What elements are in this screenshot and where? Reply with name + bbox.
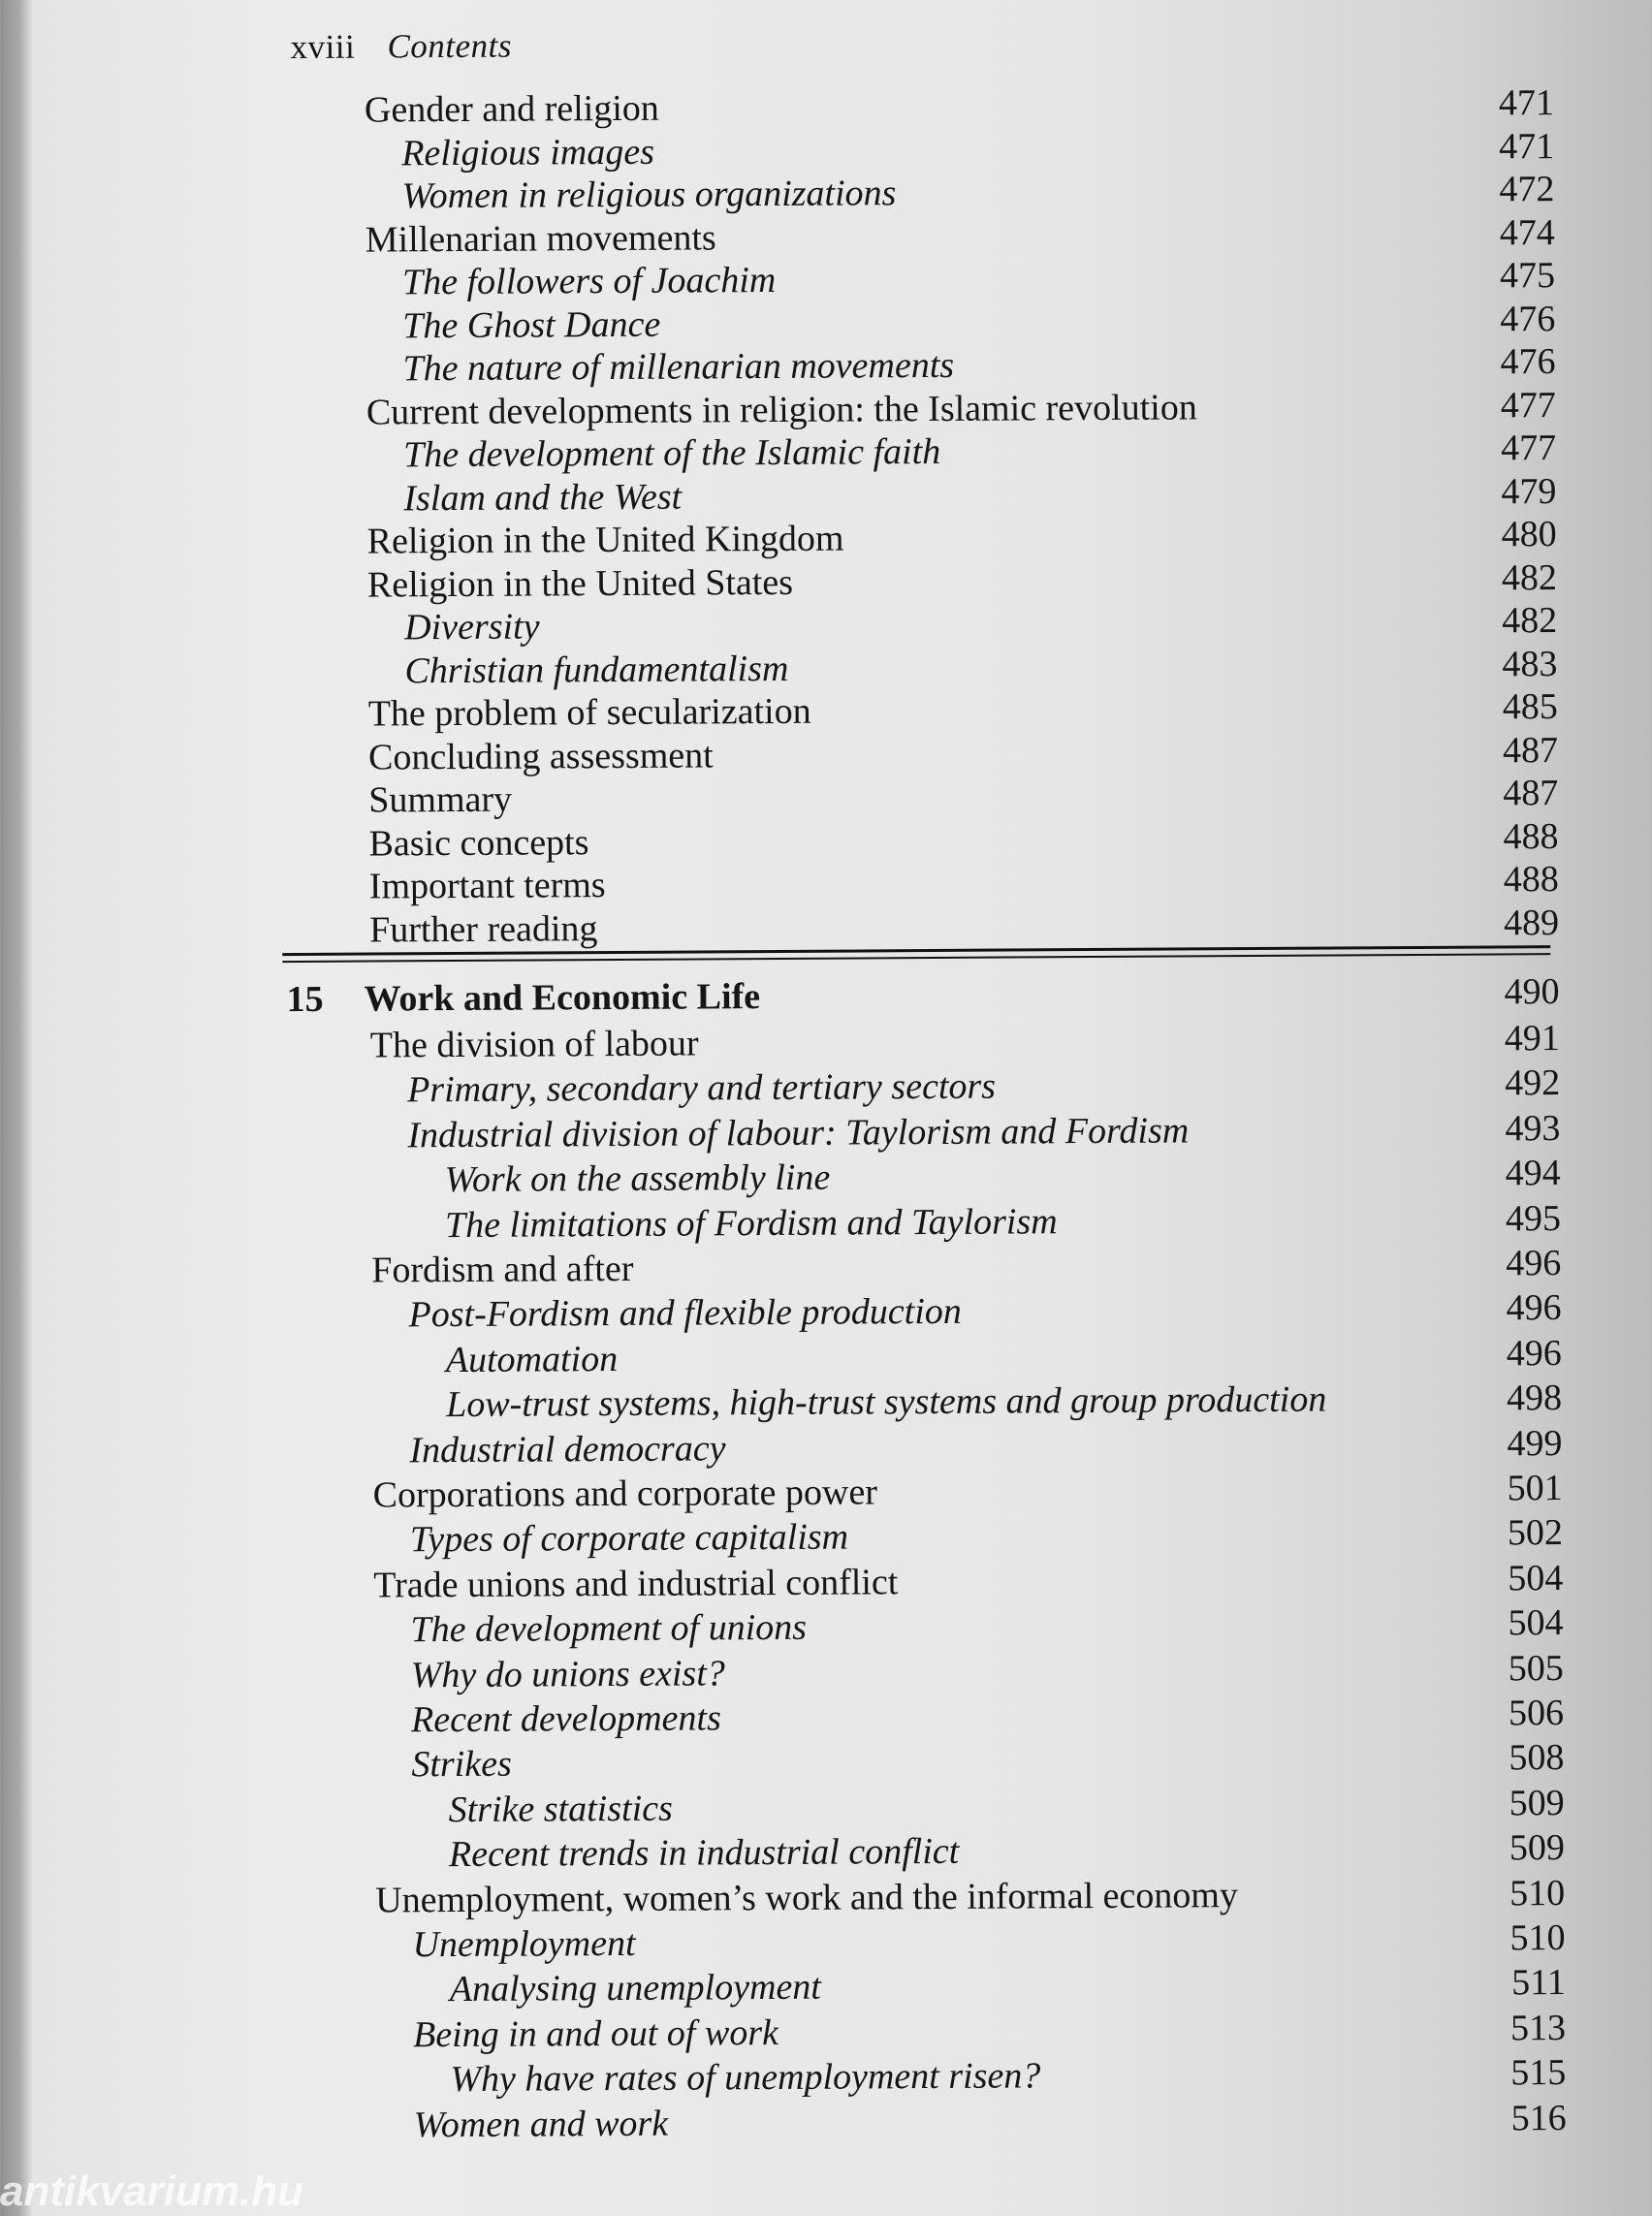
running-header bbox=[290, 27, 512, 67]
toc-entry-page: 502 bbox=[1507, 1512, 1564, 1554]
chapter-title: Work and Economic Life bbox=[364, 976, 761, 1020]
toc-entry-page: 509 bbox=[1509, 1827, 1566, 1869]
toc-entry-page: 511 bbox=[1511, 1962, 1566, 2004]
toc-entry-page: 516 bbox=[1510, 2097, 1567, 2138]
toc-entry-title: Recent developments bbox=[410, 1697, 721, 1741]
toc-entry-title: Further reading bbox=[369, 907, 598, 951]
header-page-number: xviii bbox=[290, 27, 356, 67]
toc-entry-title: Why do unions exist? bbox=[410, 1652, 725, 1695]
toc-entry-page: 498 bbox=[1506, 1377, 1563, 1419]
toc-entry-title: Trade unions and industrial conflict bbox=[373, 1562, 899, 1606]
toc-entry-page: 474 bbox=[1499, 211, 1555, 253]
toc-entry-title: Strike statistics bbox=[448, 1788, 673, 1830]
toc-entry-title: Types of corporate capitalism bbox=[409, 1516, 849, 1561]
toc-entry-title: Work on the assembly line bbox=[444, 1156, 831, 1201]
toc-entry-page: 491 bbox=[1504, 1018, 1560, 1060]
chapter-heading bbox=[0, 968, 1652, 1023]
toc-entry-page: 506 bbox=[1508, 1693, 1565, 1734]
toc-entry-title: Women in religious organizations bbox=[401, 173, 897, 217]
toc-entry-title: Being in and out of work bbox=[412, 2011, 779, 2056]
toc-entry-title: The followers of Joachim bbox=[401, 259, 777, 303]
toc-entry-title: Industrial democracy bbox=[409, 1427, 726, 1471]
toc-entry-title: Fordism and after bbox=[371, 1248, 634, 1291]
toc-entry-page: 501 bbox=[1507, 1468, 1563, 1509]
toc-entry-title: Recent trends in industrial conflict bbox=[448, 1831, 960, 1876]
toc-entry-title: Analysing unemployment bbox=[449, 1967, 822, 2010]
toc-entry-page: 485 bbox=[1502, 686, 1558, 728]
toc-entry-page: 495 bbox=[1505, 1197, 1562, 1239]
toc-entry-page: 496 bbox=[1506, 1287, 1562, 1329]
toc-entry-title: Islam and the West bbox=[403, 476, 683, 519]
toc-entry-page: 477 bbox=[1500, 384, 1556, 426]
toc-entry-page: 489 bbox=[1503, 902, 1560, 943]
toc-entry-page: 488 bbox=[1503, 815, 1559, 857]
toc-entry-page: 477 bbox=[1500, 427, 1557, 469]
toc-entry-title: The problem of secularization bbox=[367, 690, 811, 735]
toc-entry-title: Primary, secondary and tertiary sectors bbox=[407, 1066, 997, 1111]
toc-entry-title: Why have rates of unemployment risen? bbox=[450, 2055, 1041, 2101]
toc-entry-page: 492 bbox=[1504, 1062, 1561, 1104]
toc-entry-page: 510 bbox=[1509, 1872, 1566, 1914]
toc-entry-title: Corporations and corporate power bbox=[372, 1472, 878, 1516]
toc-entry-page: 480 bbox=[1501, 514, 1557, 555]
toc-entry-title: Diversity bbox=[404, 606, 540, 649]
toc-entry-page: 475 bbox=[1499, 255, 1556, 297]
toc-entry-title: Summary bbox=[368, 778, 513, 821]
toc-entry-page: 483 bbox=[1502, 643, 1558, 684]
toc-entry-title: Religion in the United States bbox=[366, 561, 794, 606]
toc-entry-title: Religion in the United Kingdom bbox=[366, 518, 844, 562]
toc-entry-title: Low-trust systems, high-trust systems and group production bbox=[445, 1378, 1327, 1426]
toc-entry-page: 488 bbox=[1503, 859, 1559, 901]
toc-entry-title: Industrial division of labour: Taylorism and Fordism bbox=[407, 1110, 1190, 1156]
chapter-page: 490 bbox=[1504, 971, 1560, 1013]
toc-entry-title: The division of labour bbox=[369, 1023, 699, 1066]
toc-entry-page: 482 bbox=[1502, 600, 1558, 642]
toc-entry-title: Gender and religion bbox=[364, 87, 659, 131]
toc-entry-page: 487 bbox=[1502, 729, 1559, 771]
toc-entry-title: The Ghost Dance bbox=[402, 303, 661, 346]
toc-entry-page: 505 bbox=[1508, 1647, 1564, 1689]
toc-entry-page: 510 bbox=[1509, 1917, 1566, 1959]
toc-entry-title: Millenarian movements bbox=[365, 216, 716, 261]
toc-entry-page: 513 bbox=[1509, 2007, 1567, 2049]
toc-entry-title: The limitations of Fordism and Taylorism bbox=[444, 1200, 1058, 1246]
toc-entry-title: Current developments in religion: the Islamic revolution bbox=[365, 386, 1197, 433]
toc-entry-title: Basic concepts bbox=[368, 821, 589, 865]
toc-entry-page: 476 bbox=[1500, 298, 1556, 339]
toc-entry-page: 479 bbox=[1501, 470, 1557, 512]
header-title: Contents bbox=[387, 26, 513, 66]
toc-entry bbox=[7, 2095, 1652, 2149]
toc-entry-title: Strikes bbox=[411, 1744, 512, 1786]
toc-entry-page: 504 bbox=[1508, 1602, 1564, 1644]
toc-entry-title: Unemployment bbox=[412, 1922, 636, 1966]
toc-entry-page: 482 bbox=[1501, 556, 1558, 598]
chapter-number: 15 bbox=[286, 978, 324, 1021]
toc-entry-title: Unemployment, women’s work and the informal economy bbox=[375, 1874, 1239, 1921]
toc-entry-title: Important terms bbox=[368, 865, 606, 907]
toc-entry-page: 496 bbox=[1506, 1243, 1562, 1284]
toc-entry-page: 509 bbox=[1509, 1782, 1565, 1824]
toc-entry-page: 494 bbox=[1505, 1153, 1561, 1194]
toc-entry-page: 515 bbox=[1510, 2052, 1567, 2094]
toc-entry-title: The nature of millenarian movements bbox=[402, 344, 955, 390]
toc-entry-title: Religious images bbox=[401, 131, 655, 174]
toc-entry-page: 504 bbox=[1508, 1557, 1564, 1599]
watermark: antikvarium.hu bbox=[0, 2168, 303, 2215]
toc-entry-title: Concluding assessment bbox=[367, 734, 714, 778]
toc-entry-page: 493 bbox=[1505, 1107, 1561, 1150]
toc-entry-page: 496 bbox=[1506, 1332, 1562, 1375]
toc-entry-title: The development of the Islamic faith bbox=[403, 430, 941, 476]
toc-entry-page: 476 bbox=[1500, 341, 1556, 383]
toc-entry-page: 508 bbox=[1509, 1737, 1565, 1779]
toc-entry-title: Women and work bbox=[413, 2103, 669, 2145]
toc-entry-page: 499 bbox=[1507, 1422, 1563, 1464]
toc-entry-title: The development of unions bbox=[410, 1607, 808, 1651]
toc-entry-page: 471 bbox=[1498, 82, 1555, 124]
toc-entry-page: 487 bbox=[1503, 773, 1559, 814]
toc-entry-page: 472 bbox=[1499, 169, 1555, 210]
toc-entry-title: Automation bbox=[445, 1338, 619, 1380]
toc-entry-page: 471 bbox=[1499, 125, 1555, 167]
toc-entry-title: Christian fundamentalism bbox=[404, 648, 789, 691]
toc-entry-title: Post-Fordism and flexible production bbox=[408, 1291, 962, 1336]
